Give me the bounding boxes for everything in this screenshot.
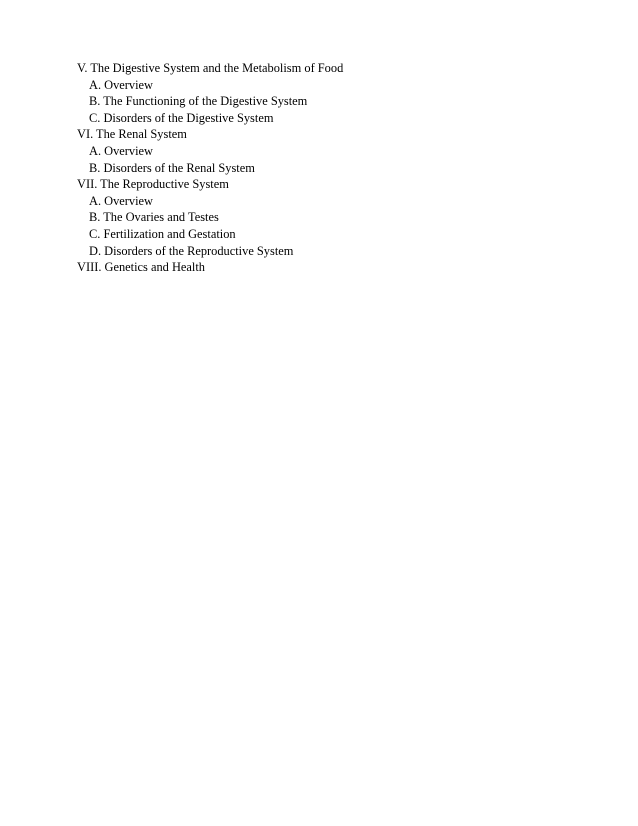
subsection-item: A. Overview xyxy=(89,143,153,158)
subsection-item: A. Overview xyxy=(89,193,153,208)
table-of-contents xyxy=(77,60,343,276)
subsection-item: C. Disorders of the Digestive System xyxy=(89,110,274,125)
subsection-item: B. The Ovaries and Testes xyxy=(89,210,219,225)
section-heading: VIII. Genetics and Health xyxy=(77,260,205,275)
section-heading: VII. The Reproductive System xyxy=(77,177,229,192)
subsection-item: B. The Functioning of the Digestive System xyxy=(89,94,308,109)
section-heading: VI. The Renal System xyxy=(77,127,187,142)
subsection-item: D. Disorders of the Reproductive System xyxy=(89,243,294,258)
subsection-item: A. Overview xyxy=(89,77,153,92)
subsection-item: C. Fertilization and Gestation xyxy=(89,226,236,241)
subsection-item: B. Disorders of the Renal System xyxy=(89,160,255,175)
section-heading: V. The Digestive System and the Metabolism of Food xyxy=(77,61,344,75)
